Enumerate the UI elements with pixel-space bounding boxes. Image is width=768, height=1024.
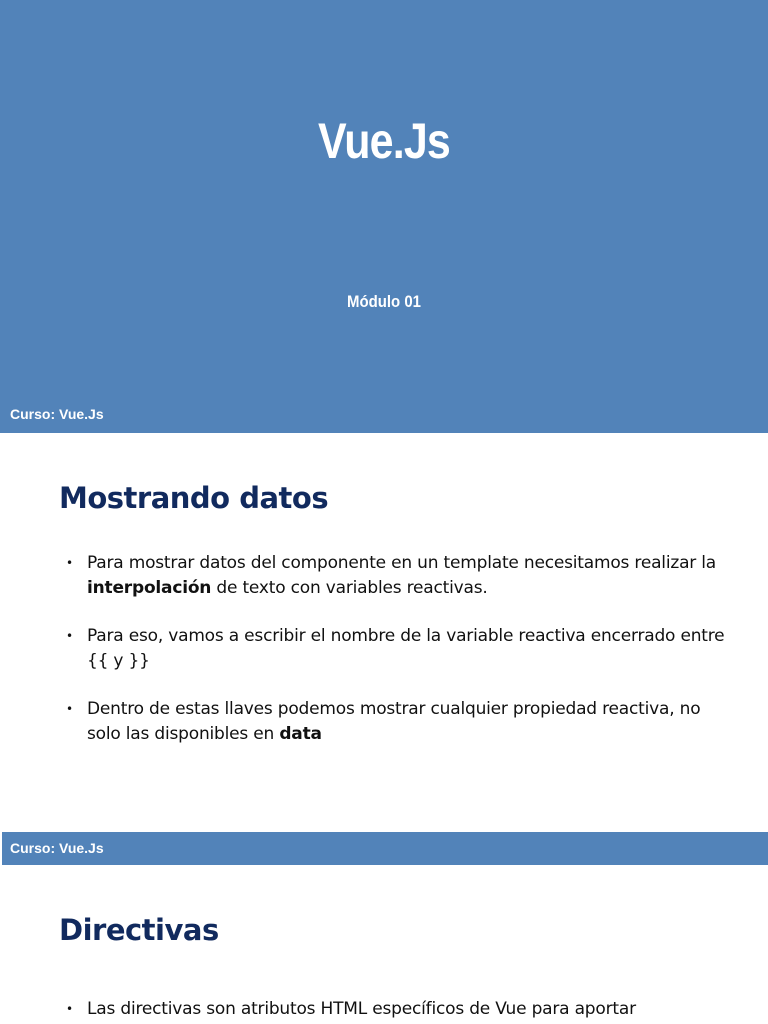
bullet-text: Las directivas son atributos HTML específicos de Vue para aportar [87,999,636,1019]
bullet-list [66,551,726,770]
bullet-text: Para mostrar datos del componente en un template necesitamos realizar la [87,553,717,573]
list-item [66,551,726,600]
bullet-icon: • [66,1002,73,1016]
list-item [66,697,726,746]
slide-main-title: Vue.Js [318,113,450,169]
slide-directivas [0,865,768,1024]
list-item [66,624,726,673]
bullet-text: Dentro de estas llaves podemos mostrar cualquier propiedad reactiva, no solo las disponibles en [87,699,701,744]
bullet-text: de texto con variables reactivas. [211,577,488,598]
bullet-bold-text: data [279,723,322,744]
slide-subtitle: Módulo 01 [347,292,421,311]
slide-heading: Mostrando datos [59,481,329,515]
title-slide [0,0,768,433]
bullet-bold-text: interpolación [87,577,212,598]
slide-mostrando-datos [0,433,768,832]
course-label: Curso: Vue.Js [10,840,104,856]
slide-header-band [2,832,768,865]
bullet-icon: • [66,629,73,643]
bullet-text: Para eso, vamos a escribir el nombre de la variable reactiva encerrado entre {{ y }} [87,626,725,671]
slide-heading: Directivas [59,913,219,947]
course-label: Curso: Vue.Js [10,406,104,422]
bullet-icon: • [66,702,73,716]
list-item [66,997,726,1022]
bullet-icon: • [66,556,73,570]
bullet-list [66,997,726,1024]
